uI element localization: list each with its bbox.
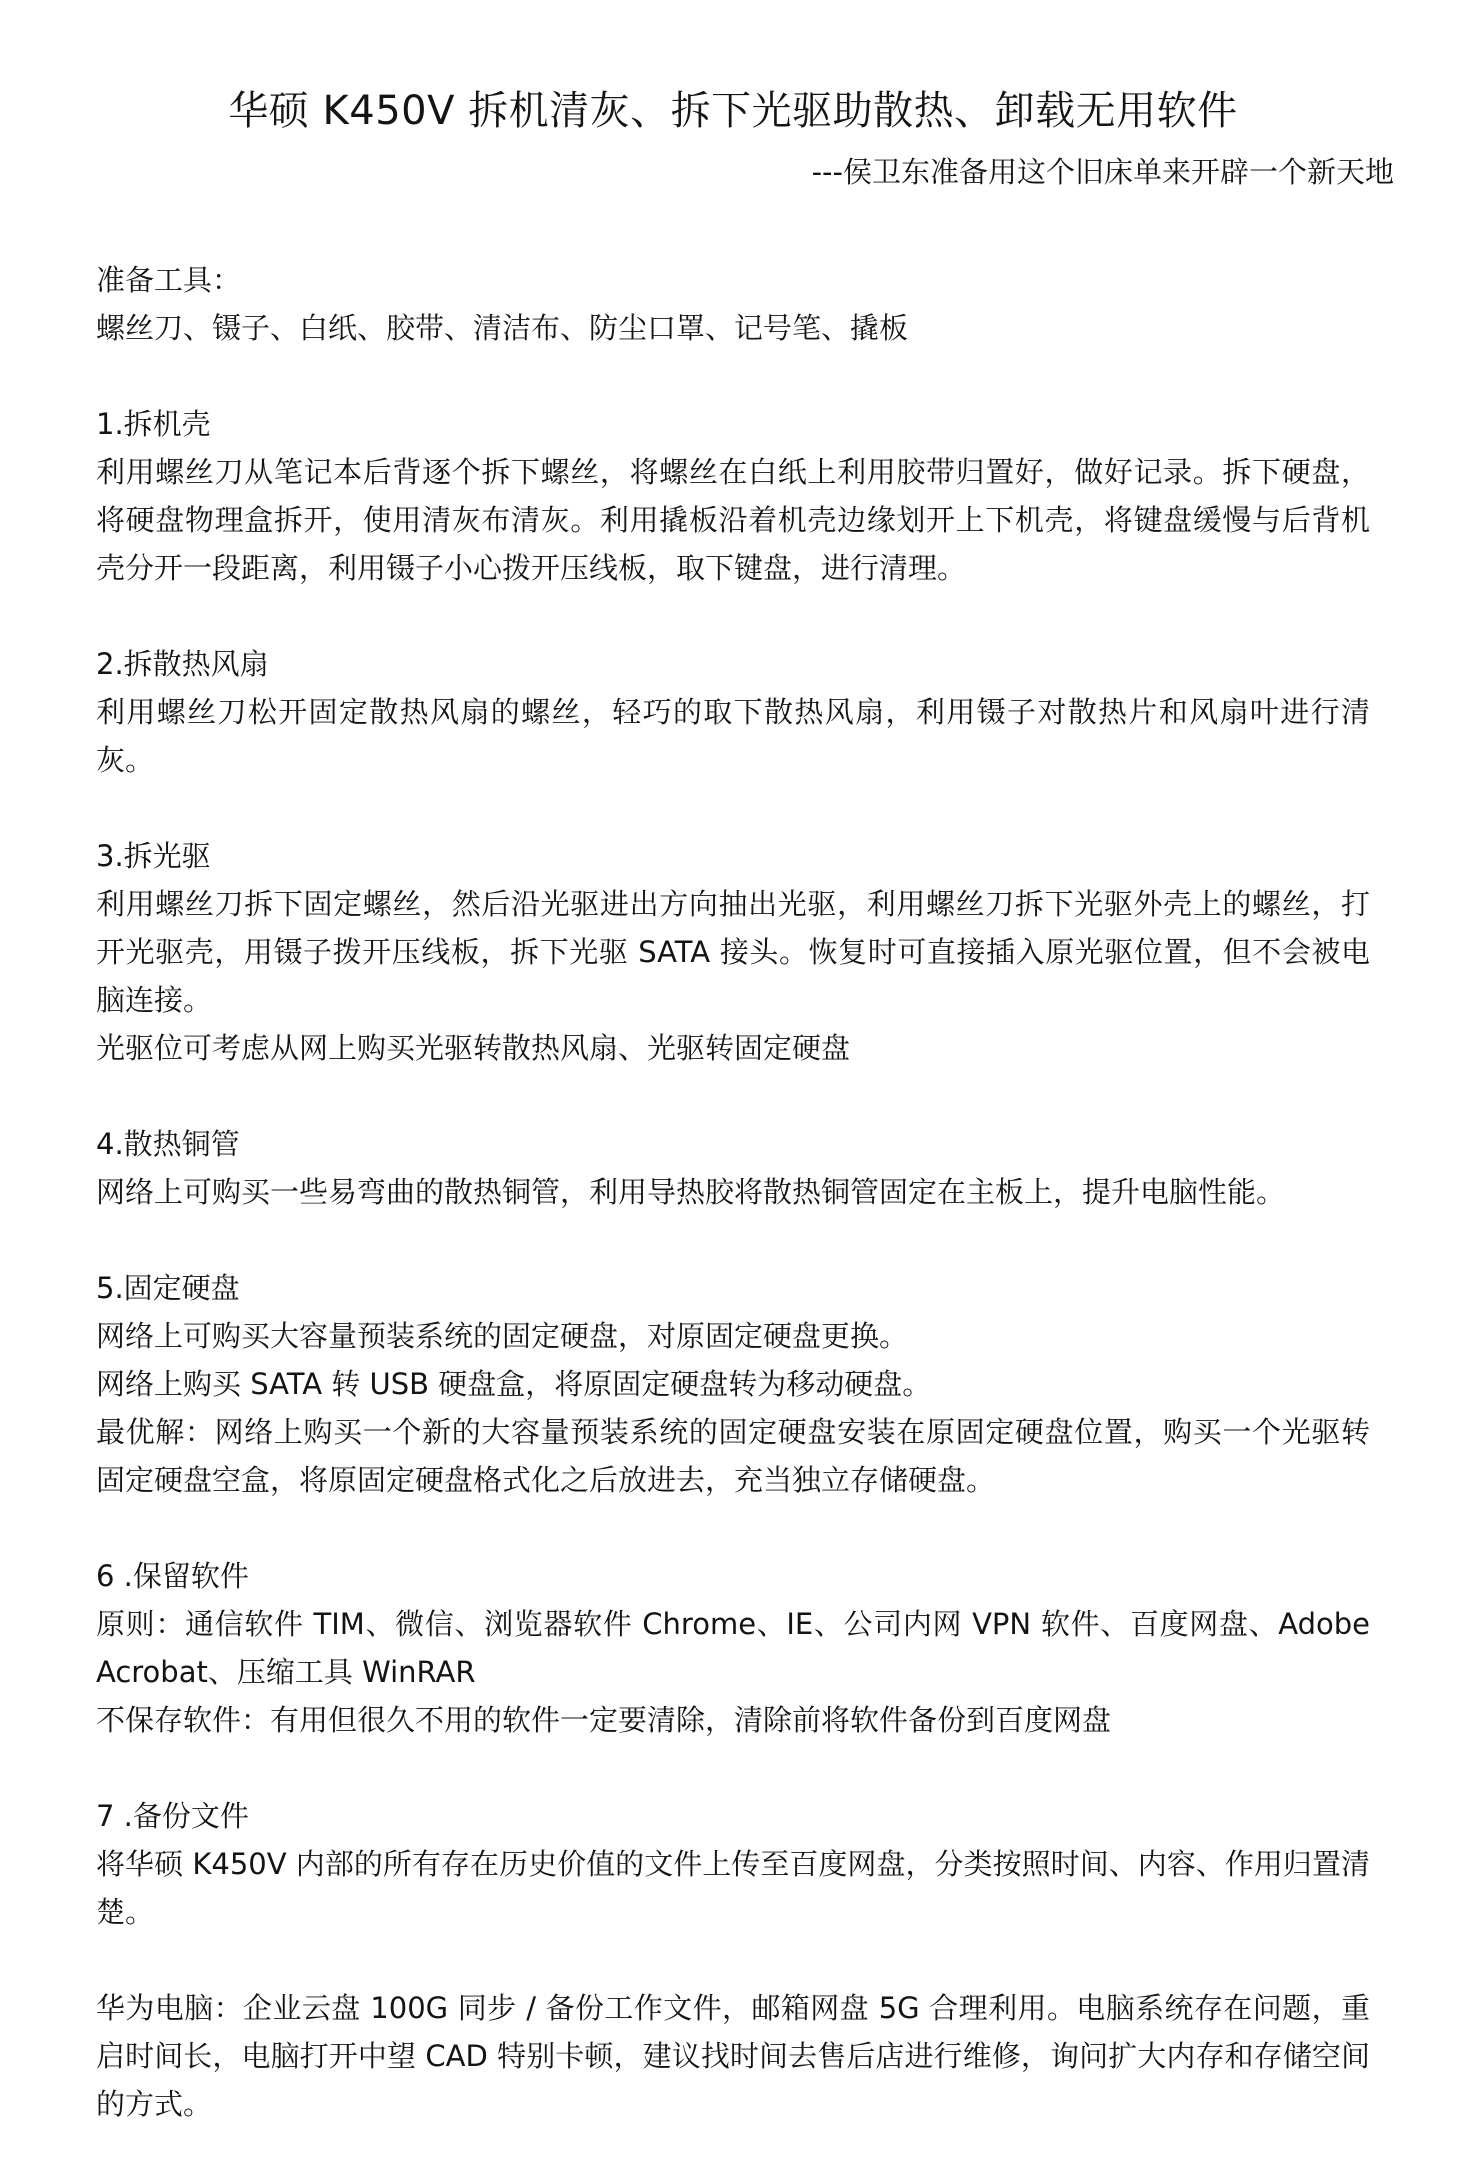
tools-list: 螺丝刀、镊子、白纸、胶带、清洁布、防尘口罩、记号笔、撬板 <box>96 311 909 345</box>
section-huawei-note <box>96 1984 1370 2128</box>
section-paragraph: 网络上可购买大容量预装系统的固定硬盘，对原固定硬盘更换。 <box>96 1319 909 1353</box>
section-paragraph: 原则：通信软件 TIM、微信、浏览器软件 Chrome、IE、公司内网 VPN 软件、百度网盘、Adobe Acrobat、压缩工具 WinRAR <box>96 1607 1370 1689</box>
section-paragraph: 利用螺丝刀拆下固定螺丝，然后沿光驱进出方向抽出光驱，利用螺丝刀拆下光驱外壳上的螺丝，打开光驱壳，用镊子拨开压线板，拆下光驱 SATA 接头。恢复时可直接插入原光驱位置，但不会被电脑连接。 <box>96 887 1370 1017</box>
section-hard-disk <box>96 1264 1370 1504</box>
section-paragraph: 华为电脑：企业云盘 100G 同步 / 备份工作文件，邮箱网盘 5G 合理利用。电脑系统存在问题，重启时间长，电脑打开中望 CAD 特别卡顿，建议找时间去售后店进行维修，询问扩大内存和存储空间的方式。 <box>96 1991 1370 2121</box>
section-heading: 4.散热铜管 <box>96 1127 240 1161</box>
section-heading: 6 .保留软件 <box>96 1559 249 1593</box>
document-subtitle: ---侯卫东准备用这个旧床单来开辟一个新天地 <box>811 155 1394 189</box>
tools-heading: 准备工具： <box>96 263 242 297</box>
section-optical-drive <box>96 832 1370 1072</box>
section-heading: 1.拆机壳 <box>96 407 211 441</box>
section-fan <box>96 640 1370 784</box>
section-paragraph: 最优解：网络上购买一个新的大容量预装系统的固定硬盘安装在原固定硬盘位置，购买一个光驱转固定硬盘空盒，将原固定硬盘格式化之后放进去，充当独立存储硬盘。 <box>96 1415 1370 1497</box>
section-paragraph: 利用螺丝刀从笔记本后背逐个拆下螺丝，将螺丝在白纸上利用胶带归置好，做好记录。拆下硬盘，将硬盘物理盒拆开，使用清灰布清灰。利用撬板沿着机壳边缘划开上下机壳，将键盘缓慢与后背机壳分开一段距离，利用镊子小心拨开压线板，取下键盘，进行清理。 <box>96 455 1370 585</box>
section-heat-pipe <box>96 1120 1370 1216</box>
section-heading: 2.拆散热风扇 <box>96 647 269 681</box>
section-paragraph: 将华硕 K450V 内部的所有存在历史价值的文件上传至百度网盘，分类按照时间、内容、作用归置清楚。 <box>96 1847 1370 1929</box>
section-disassemble-case <box>96 400 1370 592</box>
section-paragraph: 网络上可购买一些易弯曲的散热铜管，利用导热胶将散热铜管固定在主板上，提升电脑性能。 <box>96 1175 1286 1209</box>
section-heading: 5.固定硬盘 <box>96 1271 240 1305</box>
section-paragraph: 利用螺丝刀松开固定散热风扇的螺丝，轻巧的取下散热风扇，利用镊子对散热片和风扇叶进行清灰。 <box>96 695 1370 777</box>
section-backup-files <box>96 1792 1370 1936</box>
section-paragraph: 不保存软件：有用但很久不用的软件一定要清除，清除前将软件备份到百度网盘 <box>96 1703 1112 1737</box>
section-paragraph: 网络上购买 SATA 转 USB 硬盘盒，将原固定硬盘转为移动硬盘。 <box>96 1367 932 1401</box>
section-keep-software <box>96 1552 1370 1744</box>
document-title: 华硕 K450V 拆机清灰、拆下光驱助散热、卸载无用软件 <box>228 88 1238 134</box>
section-heading: 7 .备份文件 <box>96 1799 249 1833</box>
section-paragraph: 光驱位可考虑从网上购买光驱转散热风扇、光驱转固定硬盘 <box>96 1031 851 1065</box>
section-heading: 3.拆光驱 <box>96 839 211 873</box>
tools-block <box>96 256 1370 352</box>
